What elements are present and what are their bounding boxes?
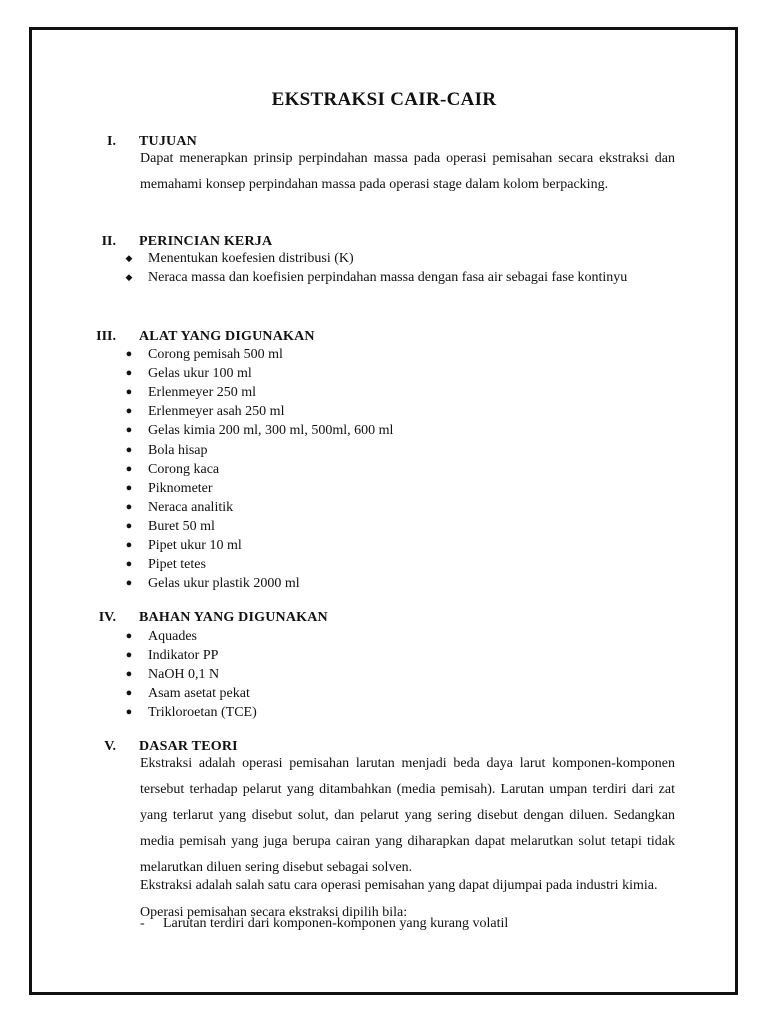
section-4-title: BAHAN YANG DIGUNAKAN [139,610,328,625]
list-item [0,498,768,517]
dot-bullet-icon: ● [125,706,133,719]
list-item-text: Piknometer [148,480,213,496]
list-item-text: Bola hisap [148,442,208,458]
dash-list-item: - Larutan terdiri dari komponen-komponen yang kurang volatil [140,916,509,931]
list-item [0,703,768,722]
list-item [0,627,768,646]
document-title: EKSTRAKSI CAIR-CAIR [271,89,497,110]
dot-bullet-icon: ● [125,481,133,494]
section-2-title: PERINCIAN KERJA [139,234,273,249]
list-item-text: Corong kaca [148,461,220,477]
list-item [0,345,768,364]
dot-bullet-icon: ● [125,348,133,360]
list-item [0,665,768,684]
section-1-text: Dapat menerapkan prinsip perpindahan massa pada operasi pemisahan secara ekstraksi dan memahami konsep perpindahan massa pada operasi stage dalam kolom berpacking. [140,151,675,192]
list-item-text: Neraca massa dan koefisien perpindahan massa dengan fasa air sebagai fase kontinyu [148,270,628,285]
dot-bullet-icon: ● [125,630,133,642]
section-5-number: V. [104,739,116,754]
list-item [0,536,768,555]
list-item-text: Pipet ukur 10 ml [148,538,242,553]
list-item-text: NaOH 0,1 N [148,667,220,683]
list-item [0,402,768,421]
section-5-paragraph-1: Ekstraksi adalah operasi pemisahan larutan menjadi beda daya larut komponen-komponen tersebut terhadap pelarut yang ditambahkan (media pemisah). Larutan umpan terdiri dari zat yang terlarut yang disebut solut, dan pelarut yang sering disebut dengan diluen. Sedangkan media pemisah yang juga berupa cairan yang diharapkan dapat melarutkan solut tetapi tidak melarutkan diluen sering disebut sebagai solven. [140,756,675,875]
list-item-text: Gelas kimia 200 ml, 300 ml, 500ml, 600 ml [148,423,394,439]
dot-bullet-icon: ● [125,443,133,456]
list-item-text: Erlenmeyer asah 250 ml [148,404,285,420]
list-item [0,441,768,460]
list-item-text: Gelas ukur plastik 2000 ml [148,576,300,592]
dot-bullet-icon: ● [125,424,133,437]
dot-bullet-icon: ● [125,386,133,399]
list-item [0,684,768,703]
list-item [0,646,768,665]
list-item-text: Trikloroetan (TCE) [148,705,257,721]
list-item-text: Asam asetat pekat [148,686,250,702]
list-item-text: Neraca analitik [148,499,234,515]
dot-bullet-icon: ● [125,649,133,662]
list-item-text: Erlenmeyer 250 ml [148,385,257,401]
list-item-text: Buret 50 ml [148,518,215,534]
section-4-number: IV. [98,610,116,625]
list-item-text: Indikator PP [148,648,219,664]
section-2-number: II. [101,234,116,249]
list-item [0,460,768,479]
section-1-number: I. [107,134,116,149]
dot-bullet-icon: ● [125,558,133,571]
section-1-title: TUJUAN [139,134,197,149]
dash-marker: - [140,916,145,931]
list-item: ◆ Menentukan koefesien distribusi (K) [0,249,768,268]
list-item [0,479,768,498]
section-3-number: III. [96,329,116,344]
list-item [0,517,768,536]
dot-bullet-icon: ● [125,462,133,475]
list-item [0,421,768,440]
dot-bullet-icon: ● [125,405,133,418]
section-5-title: DASAR TEORI [139,739,238,754]
list-item-text: Gelas ukur 100 ml [148,366,252,382]
dot-bullet-icon: ● [125,367,133,380]
list-item-text: Aquades [148,629,197,644]
section-5-paragraph-2: Ekstraksi adalah salah satu cara operasi pemisahan yang dapat dijumpai pada industri kimia. Operasi pemisahan secara ekstraksi dipilih bila: [140,878,658,920]
list-item [0,383,768,402]
list-item [0,555,768,574]
dot-bullet-icon: ● [125,577,133,590]
section-3-title: ALAT YANG DIGUNAKAN [139,329,315,344]
list-item [0,574,768,593]
diamond-bullet-icon: ◆ [125,253,133,263]
dot-bullet-icon: ● [125,687,133,700]
list-item-text: Pipet tetes [148,557,206,573]
dot-bullet-icon: ● [125,539,133,551]
list-item-text: Corong pemisah 500 ml [148,347,283,362]
diamond-bullet-icon: ◆ [125,272,133,282]
dot-bullet-icon: ● [125,500,133,513]
dot-bullet-icon: ● [125,668,133,681]
list-item [0,364,768,383]
dot-bullet-icon: ● [125,519,133,532]
